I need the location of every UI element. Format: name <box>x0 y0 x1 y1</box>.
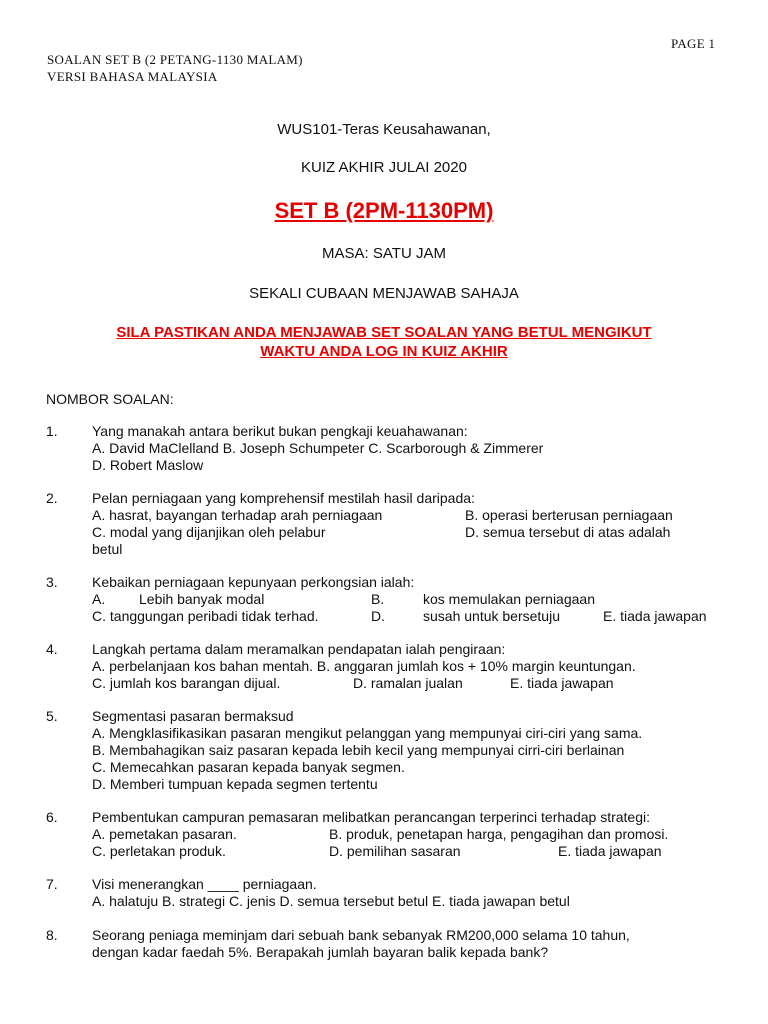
question-stem: Kebaikan perniagaan kepunyaan perkongsian ialah: <box>92 574 415 590</box>
set-line: SOALAN SET B (2 PETANG-1130 MALAM) <box>47 52 303 67</box>
course-title: WUS101-Teras Keusahawanan, <box>277 121 491 138</box>
option-a-text: Lebih banyak modal <box>139 591 265 607</box>
option-d: D. pemilihan sasaran <box>329 843 461 859</box>
quiz-title: KUIZ AKHIR JULAI 2020 <box>301 159 467 176</box>
option-b: B. Membahagikan saiz pasaran kepada lebih kecil yang mempunyai cirri-ciri berlainan <box>92 742 625 758</box>
question-number: 7. <box>46 876 58 892</box>
option-e: E. tiada jawapan <box>510 675 614 691</box>
set-title: SET B (2PM-1130PM) <box>274 198 494 223</box>
question-number: 1. <box>46 423 58 439</box>
option-a-letter: A. <box>92 591 106 607</box>
section-label: NOMBOR SOALAN: <box>46 391 174 407</box>
option-d: D. Memberi tumpuan kepada segmen tertentu <box>92 776 378 792</box>
question-options: A. perbelanjaan kos bahan mentah. B. anggaran jumlah kos + 10% margin keuntungan. <box>92 658 636 674</box>
question-stem: Pelan perniagaan yang komprehensif mestilah hasil daripada: <box>92 490 475 506</box>
option-b-letter: B. <box>371 591 385 607</box>
version-line: VERSI BAHASA MALAYSIA <box>47 69 218 84</box>
question-number: 3. <box>46 574 58 590</box>
option-c: C. perletakan produk. <box>92 843 226 859</box>
question-number: 6. <box>46 809 58 825</box>
question-stem-continued: dengan kadar faedah 5%. Berapakah jumlah bayaran balik kepada bank? <box>92 944 549 960</box>
page-number: PAGE 1 <box>671 36 716 51</box>
option-d-continued: betul <box>92 541 123 557</box>
option-a: A. pemetakan pasaran. <box>92 826 237 842</box>
option-d: D. ramalan jualan <box>353 675 463 691</box>
question-stem: Seorang peniaga meminjam dari sebuah bank sebanyak RM200,000 selama 10 tahun, <box>92 927 630 943</box>
question-options: A. halatuju B. strategi C. jenis D. semua tersebut betul E. tiada jawapan betul <box>92 893 570 909</box>
option-e: E. tiada jawapan <box>558 843 662 859</box>
option-b: B. operasi berterusan perniagaan <box>465 507 673 523</box>
option-e: E. tiada jawapan <box>603 608 707 624</box>
option-d-text: susah untuk bersetuju <box>423 608 560 624</box>
question-options: D. Robert Maslow <box>92 457 204 473</box>
question-stem: Yang manakah antara berikut bukan pengkaji keuahawanan: <box>92 423 468 439</box>
question-stem: Segmentasi pasaran bermaksud <box>92 708 294 724</box>
option-b-text: kos memulakan perniagaan <box>423 591 595 607</box>
question-stem: Pembentukan campuran pemasaran melibatkan perancangan terperinci terhadap strategi: <box>92 809 651 825</box>
option-a: A. hasrat, bayangan terhadap arah perniagaan <box>92 507 383 523</box>
attempt-line: SEKALI CUBAAN MENJAWAB SAHAJA <box>249 285 519 302</box>
option-a: A. Mengklasifikasikan pasaran mengikut pelanggan yang mempunyai ciri-ciri yang sama. <box>92 725 643 741</box>
question-stem: Langkah pertama dalam meramalkan pendapatan ialah pengiraan: <box>92 641 506 657</box>
question-number: 2. <box>46 490 58 506</box>
option-c: C. tanggungan peribadi tidak terhad. <box>92 608 319 624</box>
warning-line-1: SILA PASTIKAN ANDA MENJAWAB SET SOALAN YANG BETUL MENGIKUT <box>116 324 652 341</box>
option-d: D. semua tersebut di atas adalah <box>465 524 671 540</box>
warning-line-2: WAKTU ANDA LOG IN KUIZ AKHIR <box>260 343 508 360</box>
question-number: 4. <box>46 641 58 657</box>
option-b: B. produk, penetapan harga, pengagihan dan promosi. <box>329 826 669 842</box>
question-stem: Visi menerangkan ____ perniagaan. <box>92 876 317 892</box>
question-number: 8. <box>46 927 58 943</box>
option-c: C. Memecahkan pasaran kepada banyak segmen. <box>92 759 405 775</box>
question-number: 5. <box>46 708 58 724</box>
option-c: C. jumlah kos barangan dijual. <box>92 675 281 691</box>
option-d-letter: D. <box>371 608 385 624</box>
option-c: C. modal yang dijanjikan oleh pelabur <box>92 524 326 540</box>
question-options: A. David MaClelland B. Joseph Schumpeter C. Scarborough & Zimmerer <box>92 440 544 456</box>
time-line: MASA: SATU JAM <box>322 245 446 262</box>
